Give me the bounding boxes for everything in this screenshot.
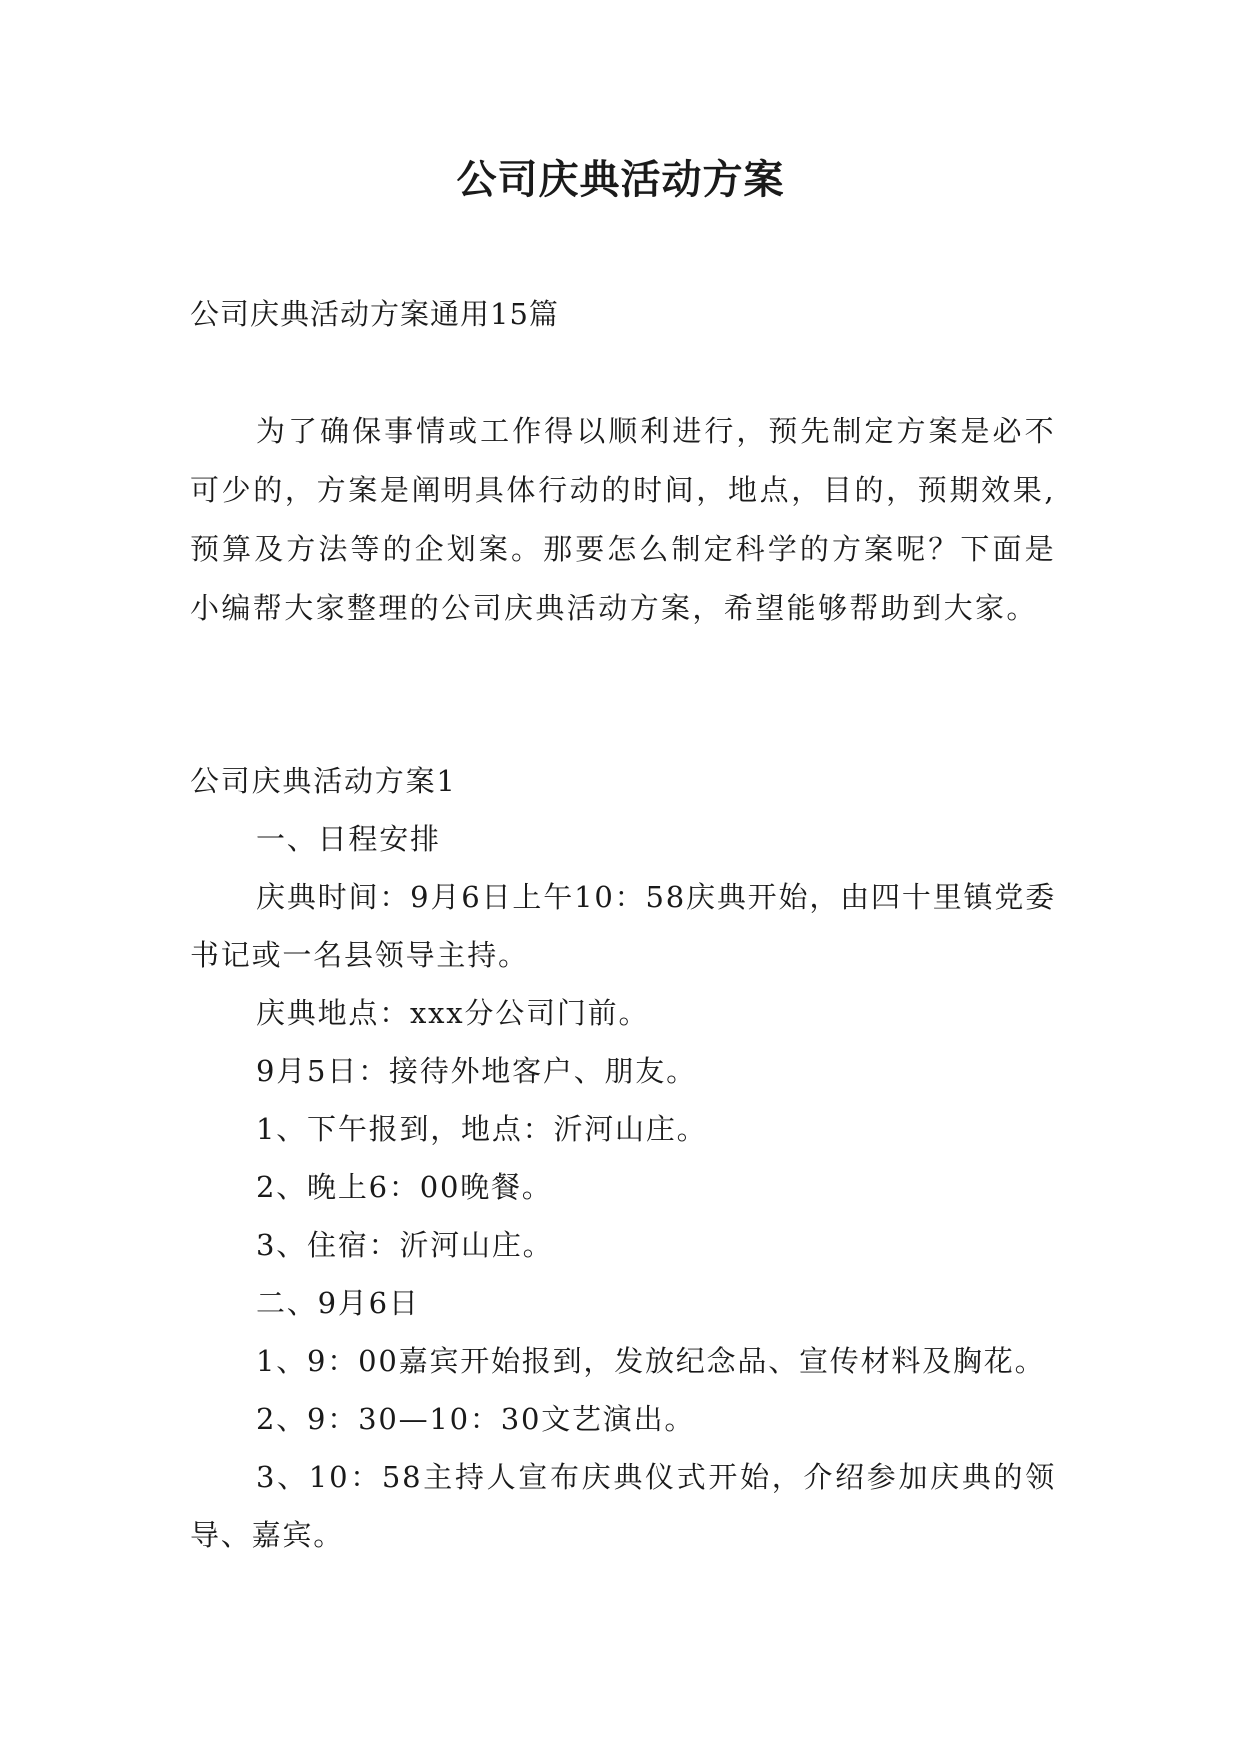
schedule-heading: 一、日程安排: [256, 822, 441, 856]
paragraph-line: 9月5日：接待外地客户、朋友。: [256, 1054, 697, 1088]
section-heading: 公司庆典活动方案1: [190, 764, 457, 798]
paragraph-line: 庆典地点：xxx分公司门前。: [256, 996, 650, 1030]
document-body: [190, 752, 1056, 1564]
intro-paragraph: 为了确保事情或工作得以顺利进行，预先制定方案是必不可少的，方案是阐明具体行动的时间，地点，目的，预期效果,预算及方法等的企划案。那要怎么制定科学的方案呢？下面是小编帮大家整理的公司庆典活动方案，希望能够帮助到大家。: [190, 414, 1056, 625]
paragraph-line: 1、下午报到，地点：沂河山庄。: [256, 1112, 708, 1146]
paragraph-line: 2、晚上6：00晚餐。: [256, 1170, 553, 1204]
day-heading: 二、9月6日: [256, 1286, 420, 1320]
document-subtitle: 公司庆典活动方案通用15篇: [190, 297, 559, 331]
paragraph-line: 2、9：30—10：30文艺演出。: [256, 1402, 696, 1436]
paragraph-line: 1、9：00嘉宾开始报到，发放纪念品、宣传材料及胸花。: [256, 1344, 1046, 1378]
paragraph-line: 3、10：58主持人宣布庆典仪式开始，介绍参加庆典的领导、嘉宾。: [190, 1460, 1056, 1552]
paragraph-line: 3、住宿：沂河山庄。: [256, 1228, 554, 1262]
document-title: 公司庆典活动方案: [456, 156, 785, 203]
paragraph-line: 庆典时间：9月6日上午10：58庆典开始，由四十里镇党委书记或一名县领导主持。: [190, 880, 1056, 972]
